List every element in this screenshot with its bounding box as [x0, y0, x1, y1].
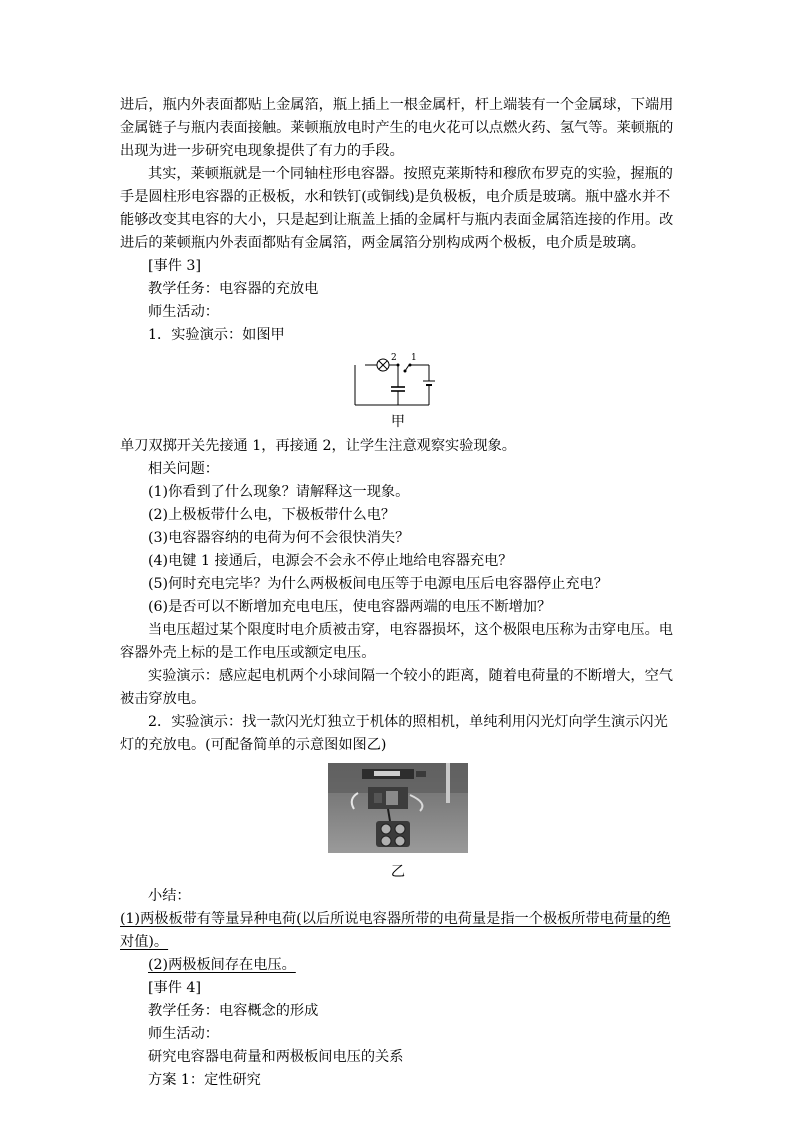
figure-b-photo — [120, 763, 676, 883]
paragraph-flash-demo: 2．实验演示：找一款闪光灯独立于机体的照相机，单纯利用闪光灯向学生演示闪光灯的充放电。(可配备简单的示意图如图乙) — [120, 714, 668, 753]
question-item: (4)电键 1 接通后，电源会不会永不停止地给电容器充电？ — [148, 553, 513, 569]
paragraph-leyden-jar-intro: 进后，瓶内外表面都贴上金属箔，瓶上插上一根金属杆，杆上端装有一个金属球，下端用金属链子与瓶内表面接触。莱顿瓶放电时产生的电火花可以点燃火药、氢气等。莱顿瓶的出现为进一步研究电现象提供了有力的手段。 — [120, 97, 674, 159]
figure-b-caption: 乙 — [390, 864, 406, 880]
question-item: (3)电容器容纳的电荷为何不会很快消失？ — [148, 530, 410, 546]
figure-a-circuit — [120, 353, 676, 433]
figure-a-caption: 甲 — [390, 414, 406, 430]
document-body — [120, 94, 676, 1092]
event4-line2: 方案 1：定性研究 — [148, 1072, 261, 1088]
event3-demo1: 1．实验演示：如图甲 — [148, 327, 285, 343]
summary-item-1: (1)两极板带有等量异种电荷(以后所说电容器所带的电荷量是指一个极板所带电荷量的绝对值)。 — [120, 911, 671, 950]
switch-label-1: 1 — [411, 353, 417, 363]
event4-tag: [事件 4] — [148, 980, 201, 996]
switch-label-2: 2 — [391, 353, 397, 363]
capacitor-icon — [391, 387, 405, 391]
paragraph-electrostatic-demo: 实验演示：感应起电机两个小球间隔一个较小的距离，随着电荷量的不断增大，空气被击穿放电。 — [120, 668, 673, 707]
question-item: (2)上极板带什么电，下极板带什么电？ — [148, 507, 396, 523]
question-item: (5)何时充电完毕？为什么两极板间电压等于电源电压后电容器停止充电？ — [148, 576, 608, 592]
event4-task: 教学任务：电容概念的形成 — [148, 1003, 319, 1019]
switch-icon — [397, 364, 412, 373]
paragraph-leyden-jar-capacitor: 其实，莱顿瓶就是一个同轴柱形电容器。按照克莱斯特和穆欣布罗克的实验，握瓶的手是圆柱形电容器的正极板，水和铁钉(或铜线)是负极板，电介质是玻璃。瓶中盛水并不能够改变其电容的大小，只是起到让瓶盖上插的金属杆与瓶内表面金属箔连接的作用。改进后的莱顿瓶内外表面都贴有金属箔，两金属箔分别构成两个极板，电介质是玻璃。 — [120, 166, 674, 251]
event3-task: 教学任务：电容器的充放电 — [148, 281, 319, 297]
questions-title: 相关问题： — [148, 461, 219, 477]
question-item: (6)是否可以不断增加充电电压，使电容器两端的电压不断增加？ — [148, 599, 552, 615]
summary-title: 小结： — [148, 888, 191, 904]
summary-item-2: (2)两极板间存在电压。 — [148, 957, 296, 973]
lamp-icon — [377, 359, 389, 371]
switch-instruction: 单刀双掷开关先接通 1，再接通 2，让学生注意观察实验现象。 — [120, 438, 516, 454]
paragraph-breakdown-voltage: 当电压超过某个限度时电介质被击穿，电容器损坏，这个极限电压称为击穿电压。电容器外壳上标的是工作电压或额定电压。 — [120, 622, 673, 661]
event3-activity: 师生活动： — [148, 304, 219, 320]
flash-circuit-photo — [328, 763, 468, 853]
question-item: (1)你看到了什么现象？请解释这一现象。 — [148, 484, 410, 500]
circuit-diagram — [353, 353, 443, 409]
battery-icon — [423, 381, 435, 385]
event4-activity: 师生活动： — [148, 1026, 219, 1042]
event3-tag: [事件 3] — [148, 258, 201, 274]
event4-line1: 研究电容器电荷量和两极板间电压的关系 — [148, 1049, 404, 1065]
